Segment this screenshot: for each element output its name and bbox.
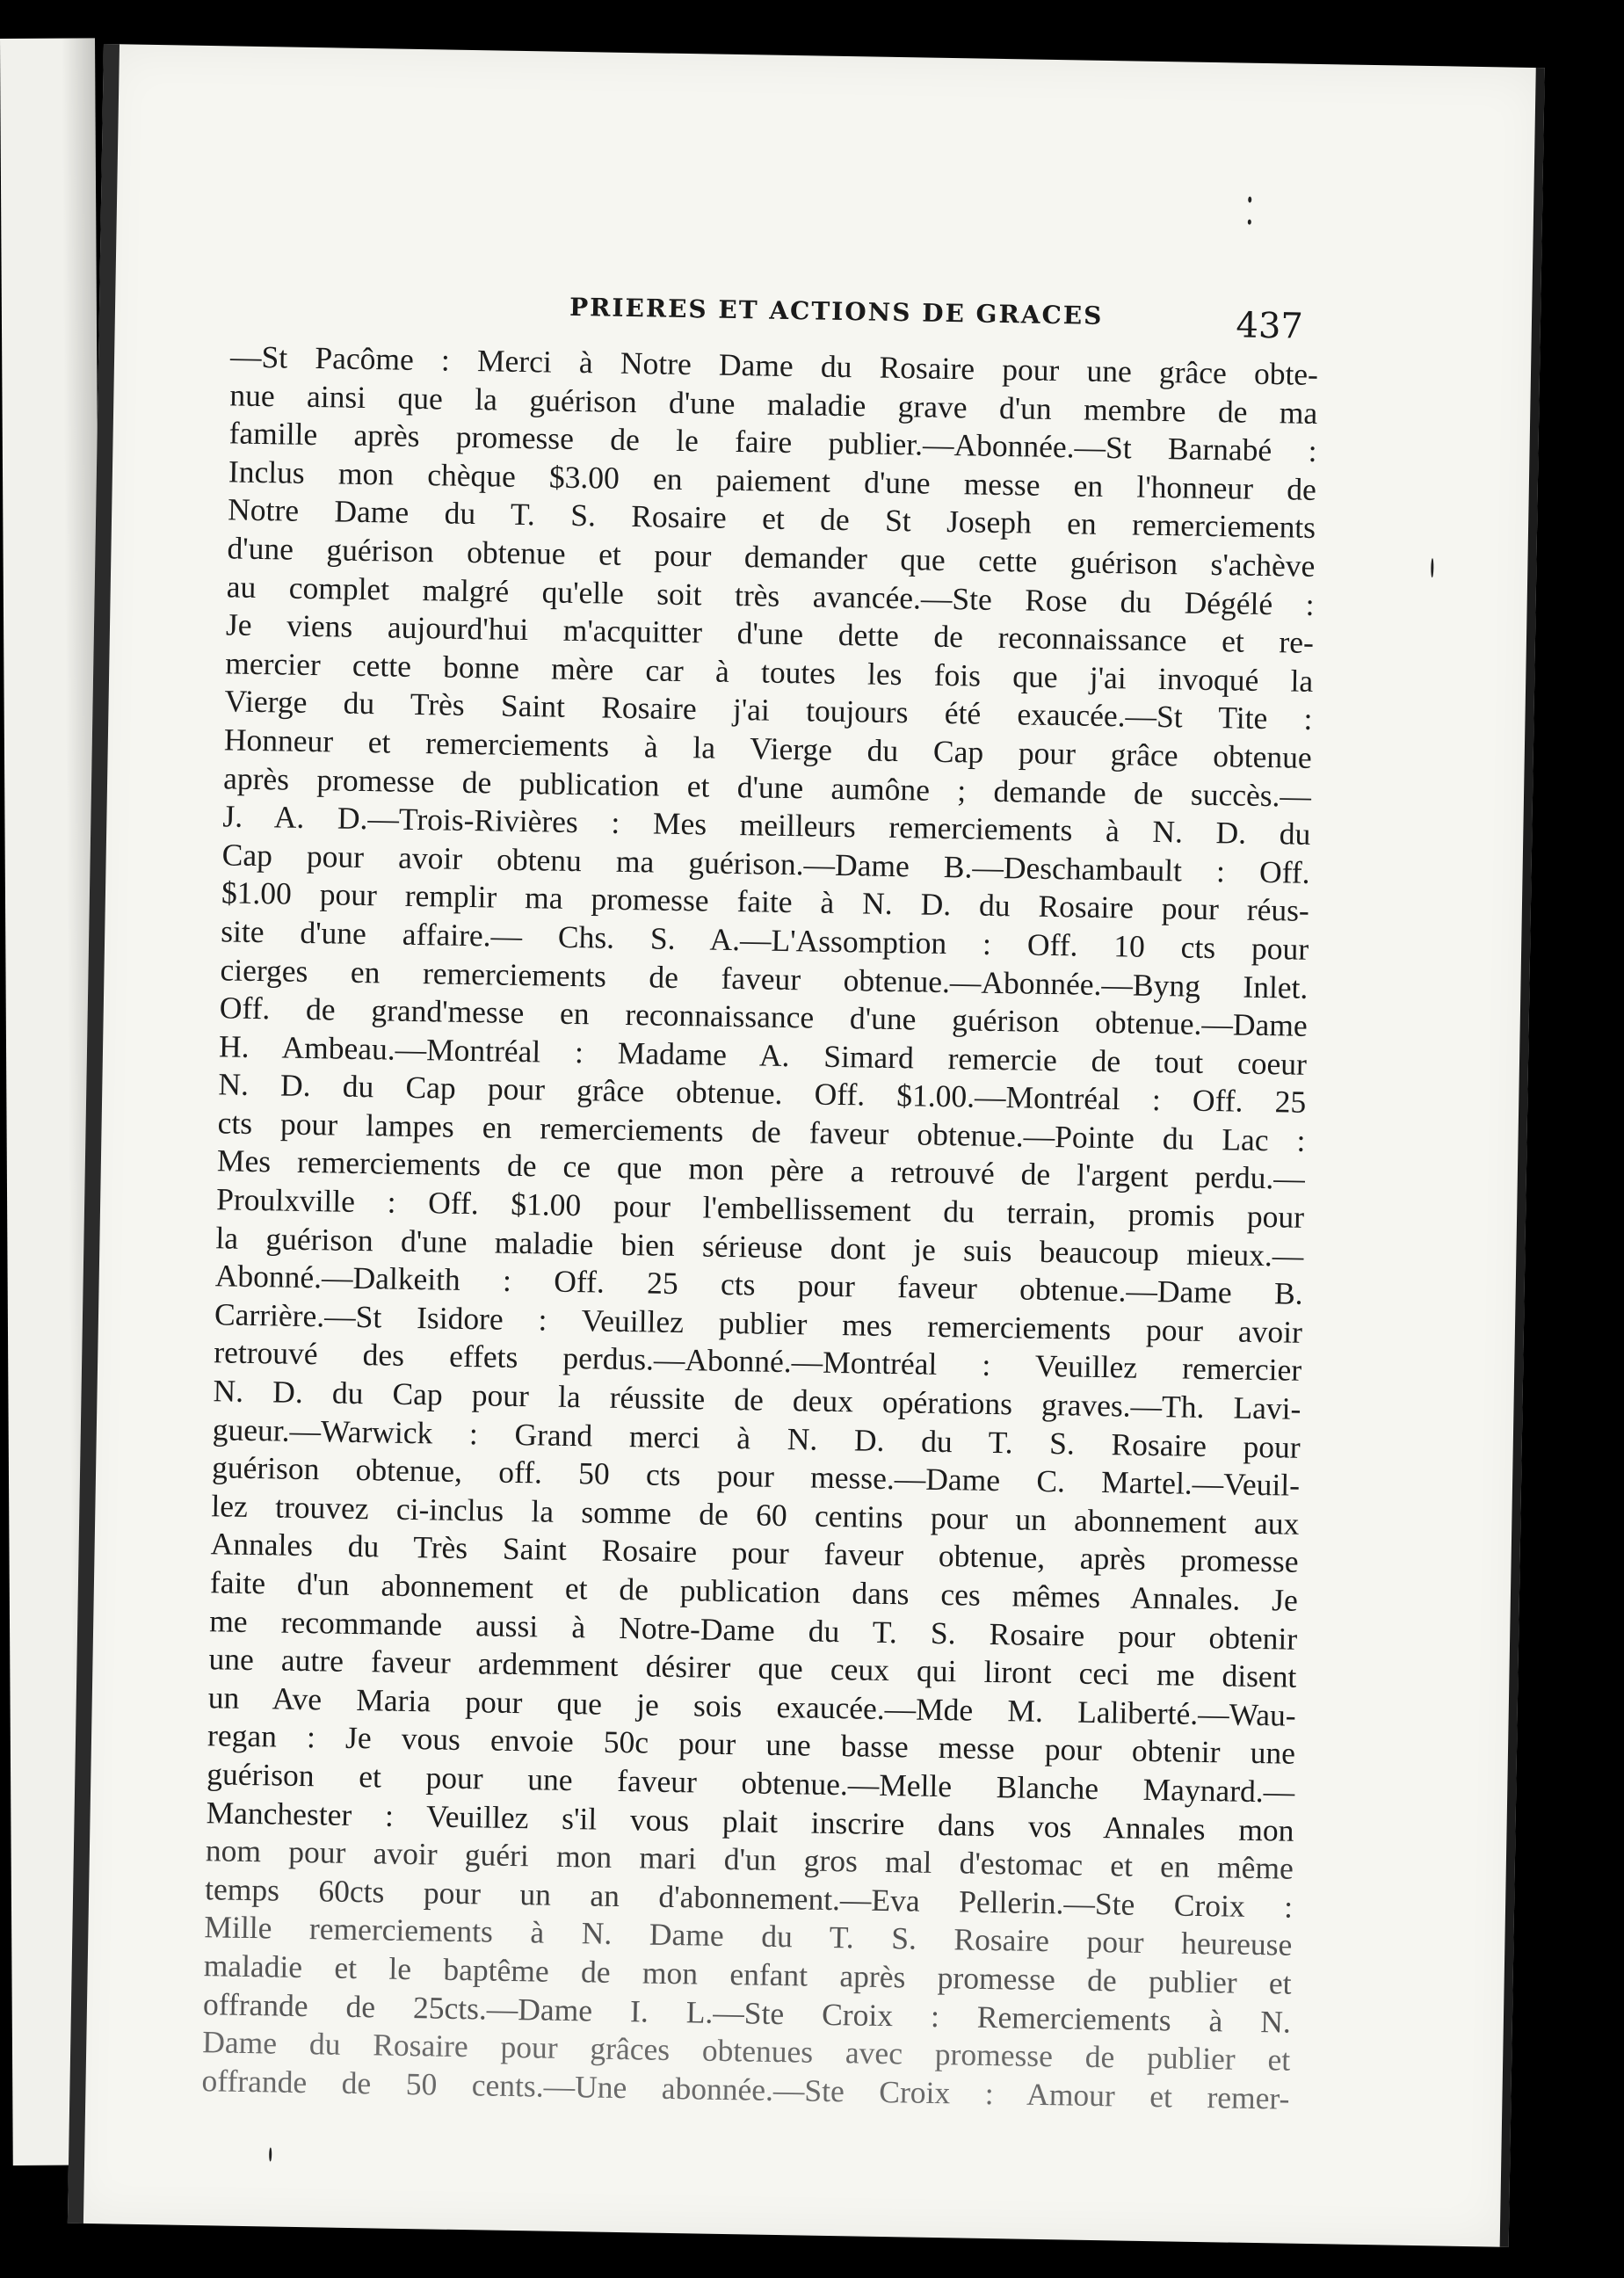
page-number: 437 bbox=[1236, 305, 1304, 347]
text-line: offrande de 25cts.—Dame I. L.—Ste Croix : Remerciements à N. bbox=[202, 1985, 1292, 2040]
scan-speck bbox=[1248, 197, 1251, 203]
text-line: Manchester : Veuillez s'il vous plait inscrire dans vos Annales mon bbox=[206, 1794, 1294, 1848]
text-line: d'une guérison obtenue et pour demander que cette guérison s'achève bbox=[227, 530, 1316, 584]
text-line: me recommande aussi à Notre-Dame du T. S. Rosaire pour obtenir bbox=[208, 1602, 1298, 1657]
text-line: Abonné.—Dalkeith : Off. 25 cts pour faveur obtenue.—Dame B. bbox=[214, 1258, 1303, 1312]
text-line: nue ainsi que la guérison d'une maladie grave d'un membre de ma bbox=[229, 377, 1318, 431]
text-line: un Ave Maria pour que je sois exaucée.—Mde M. Laliberté.—Wau- bbox=[207, 1679, 1296, 1733]
text-line: J. A. D.—Trois-Rivières : Mes meilleurs remerciements à N. D. du bbox=[222, 798, 1311, 852]
running-title: PRIERES ET ACTIONS DE GRACES bbox=[569, 292, 1104, 330]
text-line: nom pour avoir guéri mon mari d'un gros mal d'estomac et en même bbox=[205, 1832, 1294, 1886]
text-line: faite d'un abonnement et de publication dans ces mêmes Annales. Je bbox=[209, 1564, 1299, 1618]
text-line: maladie et le baptême de mon enfant après promesse de publier et bbox=[203, 1948, 1292, 2001]
text-line: H. Ambeau.—Montréal : Madame A. Simard remercie de tout coeur bbox=[218, 1028, 1308, 1082]
scan-speck bbox=[1248, 220, 1251, 225]
body-text bbox=[201, 337, 1318, 2118]
text-line: au complet malgré qu'elle soit très avancée.—Ste Rose du Dégélé : bbox=[226, 568, 1315, 622]
text-line: lez trouvez ci-inclus la somme de 60 centins pour un abonnement aux bbox=[211, 1488, 1300, 1542]
text-line: mercier cette bonne mère car à toutes les fois que j'ai invoqué la bbox=[225, 645, 1314, 699]
text-line: cts pour lampes en remerciements de faveur obtenue.—Pointe du Lac : bbox=[217, 1105, 1306, 1158]
text-line: après promesse de publication et d'une aumône ; demande de succès.— bbox=[222, 759, 1312, 814]
text-line: N. D. du Cap pour grâce obtenue. Off. $1.00.—Montréal : Off. 25 bbox=[218, 1066, 1307, 1121]
text-line: la guérison d'une maladie bien sérieuse dont je suis beaucoup mieux.— bbox=[215, 1219, 1304, 1273]
book-page bbox=[68, 44, 1545, 2247]
text-line: regan : Je vous envoie 50c pour une basse messe pour obtenir une bbox=[207, 1717, 1296, 1772]
text-line: temps 60cts pour un an d'abonnement.—Eva Pellerin.—Ste Croix : bbox=[204, 1870, 1294, 1925]
text-line: —St Pacôme : Merci à Notre Dame du Rosaire pour une grâce obte- bbox=[229, 338, 1319, 392]
text-line: Dame du Rosaire pour grâces obtenues avec promesse de publier et bbox=[201, 2024, 1291, 2078]
text-line: Proulxville : Off. $1.00 pour l'embellissement du terrain, promis pour bbox=[215, 1181, 1305, 1235]
text-line: $1.00 pour remplir ma promesse faite à N. D. du Rosaire pour réus- bbox=[221, 874, 1310, 929]
text-line: Annales du Très Saint Rosaire pour faveur obtenue, après promesse bbox=[210, 1526, 1299, 1580]
text-line: Honneur et remerciements à la Vierge du Cap pour grâce obtenue bbox=[223, 722, 1313, 775]
text-line: retrouvé des effets perdus.—Abonné.—Montréal : Veuillez remercier bbox=[214, 1334, 1302, 1389]
text-line: Je viens aujourd'hui m'acquitter d'une dette de reconnaissance et re- bbox=[225, 606, 1315, 661]
text-line: Carrière.—St Isidore : Veuillez publier mes remerciements pour avoir bbox=[214, 1296, 1303, 1350]
text-line: gueur.—Warwick : Grand merci à N. D. du T. S. Rosaire pour bbox=[212, 1411, 1301, 1465]
text-line: N. D. du Cap pour la réussite de deux opérations graves.—Th. Lavi- bbox=[213, 1373, 1301, 1426]
text-line: site d'une affaire.— Chs. S. A.—L'Assomption : Off. 10 cts pour bbox=[220, 913, 1309, 967]
scan-speck bbox=[269, 2147, 272, 2161]
text-line: Inclus mon chèque $3.00 en paiement d'une messe en l'honneur de bbox=[228, 453, 1317, 507]
text-line: Mille remerciements à N. Dame du T. S. Rosaire pour heureuse bbox=[204, 1909, 1293, 1963]
text-line: Notre Dame du T. S. Rosaire et de St Joseph en remerciements bbox=[227, 491, 1316, 546]
text-line: cierges en remerciements de faveur obtenue.—Abonnée.—Byng Inlet. bbox=[220, 951, 1309, 1005]
text-line: famille après promesse de le faire publier.—Abonnée.—St Barnabé : bbox=[228, 415, 1317, 469]
text-line: Vierge du Très Saint Rosaire j'ai toujours été exaucée.—St Tite : bbox=[224, 683, 1313, 737]
text-line: Off. de grand'messe en reconnaissance d'une guérison obtenue.—Dame bbox=[219, 990, 1309, 1043]
text-line: guérison et pour une faveur obtenue.—Melle Blanche Maynard.— bbox=[207, 1756, 1295, 1810]
text-line: guérison obtenue, off. 50 cts pour messe.—Dame C. Martel.—Veuil- bbox=[211, 1449, 1301, 1504]
text-line: Mes remerciements de ce que mon père a retrouvé de l'argent perdu.— bbox=[216, 1143, 1306, 1197]
scan-speck bbox=[1431, 558, 1433, 577]
text-line: Cap pour avoir obtenu ma guérison.—Dame B.—Deschambault : Off. bbox=[221, 837, 1310, 890]
text-line: une autre faveur ardemment désirer que ceux qui liront ceci me disent bbox=[208, 1641, 1297, 1694]
text-line: offrande de 50 cents.—Une abonnée.—Ste Croix : Amour et remer- bbox=[201, 2062, 1290, 2116]
page-right-edge bbox=[1500, 68, 1545, 2247]
running-header bbox=[460, 280, 1304, 347]
